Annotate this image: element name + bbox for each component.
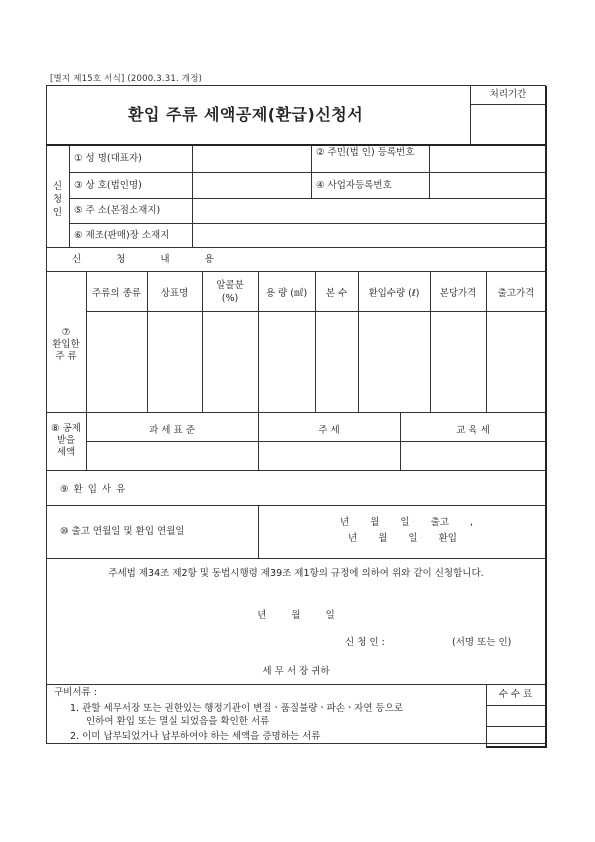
required-document-2: 2. 이미 납부되었거나 납부하여야 하는 세액을 증명하는 서류 xyxy=(70,731,321,742)
fee-field[interactable] xyxy=(488,708,544,725)
col-brand-name: 상표명 xyxy=(160,288,189,299)
dates-label: ⑩ 출고 연월일 및 환입 연월일 xyxy=(60,526,185,537)
business-registration-label: ④ 사업자등록번호 xyxy=(316,180,392,191)
application-date[interactable]: 년 월 일 xyxy=(257,610,335,621)
col-returned-quantity: 환입수량 (ℓ) xyxy=(368,288,420,299)
col-bottle-count: 본 수 xyxy=(325,288,348,299)
factory-location-field[interactable] xyxy=(196,228,541,246)
required-documents-title: 구비서류 : xyxy=(54,687,97,698)
liquor-table-body[interactable] xyxy=(88,314,544,410)
col-unit-price: 본당가격 xyxy=(439,288,477,299)
business-registration-field[interactable] xyxy=(433,178,543,196)
signature-or-seal[interactable]: (서명 또는 인) xyxy=(452,637,512,648)
applicant-signature-label: 신 청 인 : xyxy=(345,637,385,648)
application-content-header: 신 청 내 용 xyxy=(72,254,215,265)
tax-amount-row[interactable] xyxy=(88,444,544,468)
factory-location-label: ⑥ 제조(판매)장 소재지 xyxy=(74,230,170,241)
name-label: ① 성 명(대표자) xyxy=(74,153,142,164)
resident-number-field[interactable] xyxy=(433,152,543,170)
return-reason-label: ⑨ 환 입 사 유 xyxy=(60,484,127,495)
trade-name-label: ③ 상 호(법인명) xyxy=(74,180,142,191)
declaration-statement: 주세법 제34조 제2항 및 동법시행령 제39조 제1항의 규정에 의하여 위와 같이 신청합니다. xyxy=(108,568,484,579)
addressee: 세 무 서 장 귀하 xyxy=(262,666,330,677)
col-shipping-price: 출고가격 xyxy=(497,288,535,299)
form-title: 환입 주류 세액공제(환급)신청서 xyxy=(128,105,364,124)
fee-label: 수 수 료 xyxy=(498,689,533,700)
return-date-line[interactable]: 년 월 일 환입 xyxy=(348,533,457,544)
trade-name-field[interactable] xyxy=(196,178,308,196)
processing-period-label: 처리기간 xyxy=(489,89,527,100)
return-reason-field[interactable] xyxy=(262,474,542,502)
form-number: [별지 제15호 서식] (2000.3.31. 개정) xyxy=(50,74,203,84)
applicant-side-label: 신 청 인 xyxy=(52,181,63,218)
resident-number-label: ② 주민(법 인) 등록번호 xyxy=(316,147,415,158)
col-tax-base: 과 세 표 준 xyxy=(149,425,195,436)
address-label: ⑤ 주 소(본점소재지) xyxy=(74,205,161,216)
address-field[interactable] xyxy=(196,203,541,221)
shipping-date-line[interactable]: 년 월 일 출고 , xyxy=(340,517,473,528)
name-field[interactable] xyxy=(196,152,308,170)
col-alcohol: 알콜분 (%) xyxy=(216,280,244,304)
deduction-tax-side-label: ⑧ 공제 받을 세액 xyxy=(51,423,81,458)
col-education-tax: 교 육 세 xyxy=(456,425,490,436)
col-volume: 용 량 (㎖) xyxy=(265,288,308,299)
col-liquor-tax: 주 세 xyxy=(318,425,340,436)
returned-liquor-side-label: ⑦ 환입한 주 류 xyxy=(52,327,80,362)
col-liquor-type: 주류의 종류 xyxy=(92,288,141,299)
required-document-1: 1. 관할 세무서장 또는 권한있는 행정기관이 변질ㆍ품질불량ㆍ파손ㆍ자연 등으로 xyxy=(70,703,404,714)
required-document-1-cont: 인하여 환입 또는 멸실 되었음을 확인한 서류 xyxy=(86,716,270,727)
